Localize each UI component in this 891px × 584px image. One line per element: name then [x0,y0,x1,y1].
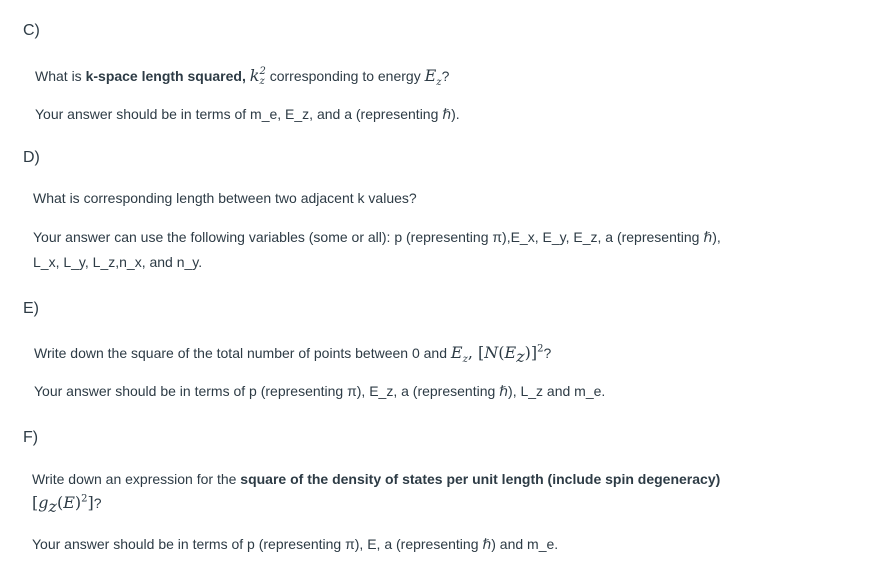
math-gz-squared-line: $[g_z(E)^2]$? [32,493,102,517]
section-label-e: E) [23,300,39,317]
question-e-text: Write down the square of the total number of points between 0 and [34,345,451,361]
math-gz-e-squared: $[g_z(E)^2]$ [32,493,94,517]
section-label-c: C) [23,22,40,39]
question-f-text: Write down an expression for the [32,471,241,487]
math-kz-squared: k 2 z [249,65,266,87]
question-c-text: What is [35,68,86,84]
math-ez: $E_z$ [424,66,442,89]
answer-instruction-e: Your answer should be in terms of p (representing π), E_z, a (representing ℏ), L_z and m_e. [34,383,606,399]
answer-instruction-d-line2: L_x, L_y, L_z,n_x, and n_y. [33,254,203,270]
answer-instruction-d-line1: Your answer can use the following variables (some or all): p (representing π),E_x, E_y, E_z, a (representing ℏ), [33,229,721,245]
question-f [32,471,720,487]
question-c-bold: k-space length squared, [85,68,246,84]
question-d: What is corresponding length between two adjacent k values? [33,190,417,206]
question-c-post: corresponding to energy [265,68,425,84]
section-label-f: F) [23,429,39,446]
question-c: What is k-space length squared, k 2 z corresponding to energy $E_z$? [35,65,450,89]
question-e: Write down the square of the total number of points between 0 and $E_z$, $[N(E_z)]^2$? [34,343,552,367]
answer-instruction-c: Your answer should be in terms of m_e, E_z, and a (representing ℏ). [35,106,460,122]
math-ez-e: $E_z$ [450,343,468,366]
question-f-bold: square of the density of states per unit length (include spin degeneracy) [240,471,721,487]
math-n-ez-squared: $[N(E_z)]^2$ [478,343,544,367]
section-label-d: D) [23,149,40,166]
answer-instruction-f: Your answer should be in terms of p (representing π), E, a (representing ℏ) and m_e. [32,536,559,552]
